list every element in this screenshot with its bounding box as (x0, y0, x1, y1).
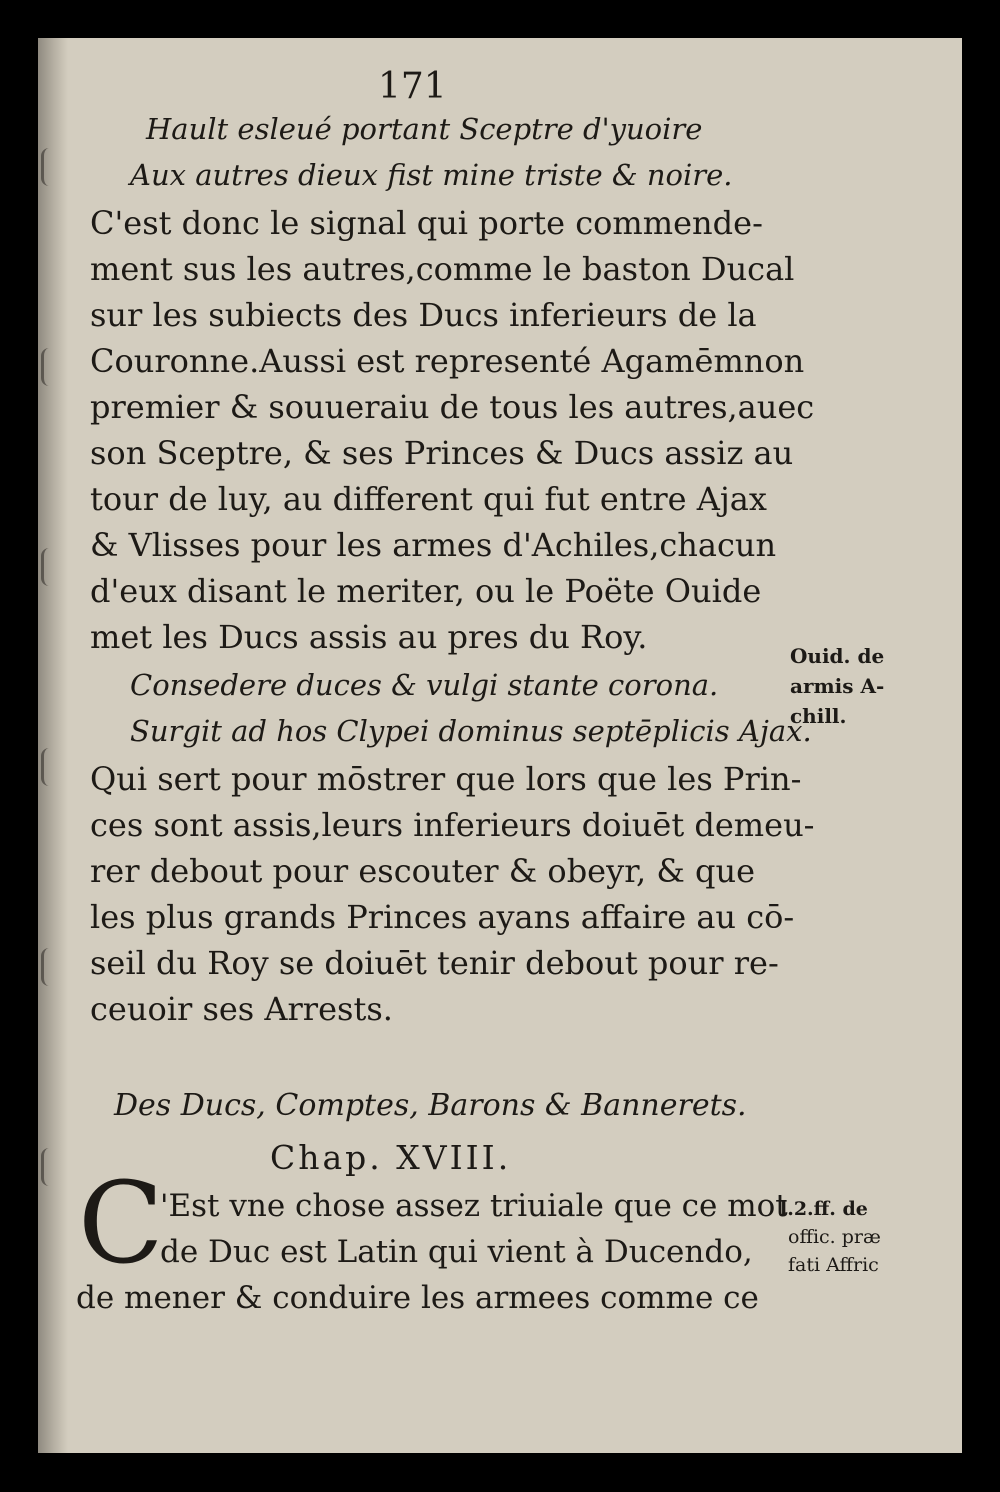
body-text-line: sur les subiects des Ducs inferieurs de la (90, 296, 757, 334)
margin-note-line: chill. (790, 704, 847, 728)
body-text-line: ces sont assis,leurs inferieurs doiuēt demeu- (90, 806, 815, 844)
margin-note-line: Ouid. de (790, 644, 885, 668)
body-text-line: rer debout pour escouter & obeyr, & que (90, 852, 755, 890)
body-text-line: met les Ducs assis au pres du Roy. (90, 618, 648, 656)
facing-page-bleed (41, 148, 64, 186)
body-text-line: Couronne.Aussi est representé Agamēmnon (90, 342, 805, 380)
body-text-line: tour de luy, au different qui fut entre Ajax (90, 480, 767, 518)
body-text-line: Qui sert pour mōstrer que lors que les Prin- (90, 760, 802, 798)
body-text-line: C'est donc le signal qui porte commende- (90, 204, 763, 242)
body-text-line: de Duc est Latin qui vient à Ducendo, (160, 1234, 753, 1270)
margin-note-line: fati Affric (788, 1254, 879, 1276)
facing-page-bleed (41, 948, 64, 986)
body-text-line: & Vlisses pour les armes d'Achiles,chacun (90, 526, 777, 564)
facing-page-bleed (41, 1148, 64, 1186)
body-text-line: premier & souueraiu de tous les autres,auec (90, 388, 815, 426)
facing-page-bleed (41, 348, 64, 386)
body-text-line: les plus grands Princes ayans affaire au cō- (90, 898, 795, 936)
facing-page-bleed (41, 548, 64, 586)
body-text-line: d'eux disant le meriter, ou le Poëte Ouide (90, 572, 762, 610)
body-text-line: seil du Roy se doiuēt tenir debout pour re- (90, 944, 779, 982)
verse-line: Hault esleué portant Sceptre d'yuoire (146, 112, 703, 146)
book-spine (38, 38, 68, 1453)
drop-initial: C (78, 1159, 164, 1289)
verse-line: Surgit ad hos Clypei dominus septēplicis Ajax. (130, 714, 812, 748)
body-text-line: ment sus les autres,comme le baston Ducal (90, 250, 795, 288)
chapter-number: Chap. XVIII. (270, 1138, 512, 1177)
body-text-line: ceuoir ses Arrests. (90, 990, 393, 1028)
verse-line: Aux autres dieux fist mine triste & noire. (130, 158, 733, 192)
verse-line: Consedere duces & vulgi stante corona. (130, 668, 719, 702)
page-number: 171 (378, 66, 447, 107)
chapter-title: Des Ducs, Comptes, Barons & Bannerets. (114, 1088, 747, 1123)
body-text-line: de mener & conduire les armees comme ce (76, 1280, 759, 1316)
margin-note-line: l.2.ff. de (780, 1198, 868, 1220)
book-page (38, 38, 962, 1453)
facing-page-bleed (41, 748, 64, 786)
margin-note-line: armis A- (790, 674, 885, 698)
margin-note-line: offic. præ (788, 1226, 881, 1248)
body-text-line: 'Est vne chose assez triuiale que ce mot (160, 1188, 788, 1224)
body-text-line: son Sceptre, & ses Princes & Ducs assiz au (90, 434, 794, 472)
